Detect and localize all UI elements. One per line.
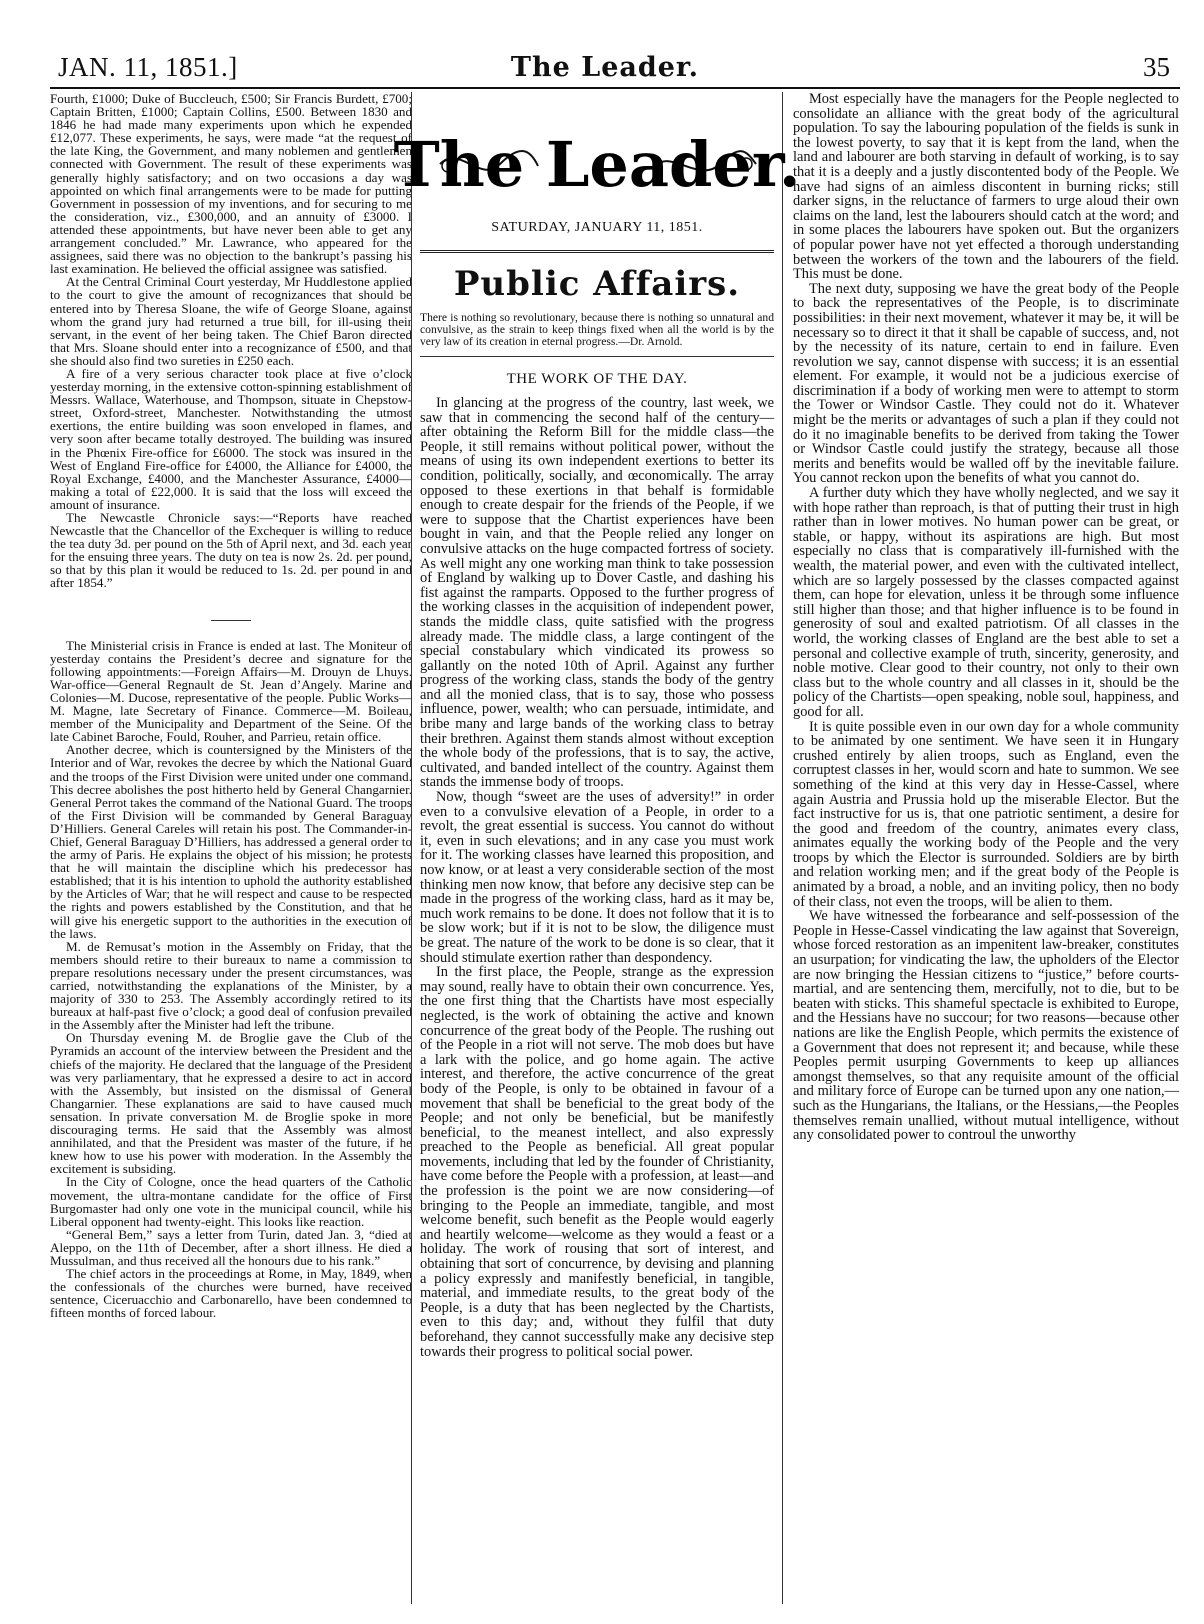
article-title: THE WORK OF THE DAY. bbox=[506, 371, 688, 387]
col1-paragraph: Fourth, £1000; Duke of Buccleuch, £500; Sir Francis Burdett, £700; Captain Britten, £1000; Captain Collins, £500. Between 1830 and 1846 he had made many experiments upon which he expended £12,077. These experiments, he says, were made “at the request of the late King, the Government, and many noblemen and gentlemen connected with Government. The result of these experiments was generally highly satisfactory; and on two occasions a day was appointed on which final arrangements were to be made for putting Government in possession of my inventions, and for securing to me the consideration, viz., £300,000, and an annuity of £3000. I attended these appointments, but have never been able to get any arrangement concluded.” Mr. Lawrance, who appeared for the assignees, said there was no objection to the bankrupt’s passing his last examination. He believed the official assignee was satisfied. bbox=[50, 91, 412, 277]
masthead bbox=[393, 94, 801, 214]
column-1 bbox=[50, 92, 412, 1604]
col3-paragraph: Most especially have the managers for the People neglected to consolidate an alliance with the great body of the agricultural population. To say the labouring population of the fields is sunk in the lowest poverty, to say that it is kept from the land, when the land and labourer are both starving in default of working, is to say that it is a deeply and a justly discontented body of the People. We have had signs of an aimless discontent in burning ricks; still darker signs, in the reluctance of farmers to urge aloud their own claims on the land, lest the labourers should catch at the word; and in some places the labourers have spoken out. But the organizers of popular power have not yet effected a thorough understanding between the workers of the town and the labourers of the field. This must be done. bbox=[793, 91, 1179, 283]
col1-paragraph: In the City of Cologne, once the head quarters of the Catholic movement, the ultra-montane candidate for the office of First Burgomaster had only one vote in the municipal council, while his Liberal opponent had twenty-eight. This looks like reaction. bbox=[50, 1174, 412, 1229]
section-separator bbox=[211, 620, 251, 621]
col3-paragraph: We have witnessed the forbearance and self-possession of the People in Hesse-Cassel vindicating the law against that Sovereign, whose forced restoration as an impenitent law-breaker, constitutes an usurpation; for vindicating the law, the upholders of the Elector are now bringing the Hessian citizens to “justice,” before courts-martial, and are sentencing them, mercifully, not to die, but to be beaten with sticks. This shameful spectacle is exhibited to Europe, and the Hessians have no succour; for two reasons—because other nations are like the English People, which permits the existence of a Government that does not represent it; and because, while these Peoples permit usurping Governments to keep up alliances amongst themselves, so that any requisite amount of the official and military force of Europe can be turned upon any one nation,—such as the Hungarians, the Italians, or the Hessians,—the Peoples themselves remain unallied, without mutual intelligence, without any consolidated power to controul the unworthy bbox=[793, 908, 1179, 1144]
column-2 bbox=[393, 92, 801, 1604]
masthead-ornament-icon bbox=[393, 94, 801, 214]
col3-paragraph: A further duty which they have wholly neglected, and we say it with hope rather than reproach, is that of putting their trust in high rather than in lower motives. No human power can be great, or stable, or happy, without its aspirations are high. But most especially no class that is comparatively ill-furnished with the wealth, the material power, and even with the cultivated intellect, which are so largely possessed by the classes compacted against them, can hope for elevation, unless it be through some influence still higher than those; and that higher influence is to be found in generosity of soul and exalted patriotism. Of all classes in the world, the working classes of England are the best able to set a personal and collective example of truth, sincerity, generosity, and noble motive. Clear good to their country, not only to their own class but to the whole country and all classes in it, should be the policy of the Chartists—open speaking, noble soul, happiness, and good for all. bbox=[793, 485, 1179, 720]
col3-paragraph: It is quite possible even in our own day for a whole community to be animated by one sentiment. We have seen it in Hungary crushed entirely by alien troops, such as England, even the corruptest classes in her, would scorn and hate to summon. We see something of the kind at this very day in Hesse-Cassel, where again Austria and Prussia hold up the miserable Elector. But the fact instructive for us is, that one patriotic sentiment, a desire for the good and freedom of the country, animates every class, animates equally the working body of the People and the very troops by which the Elector is surrounded. Soldiers are by birth and relation working men; and if the great body of the People is animated by a broad, a noble, and an inviting policy, then no body of their class, not even the troops, will be alien to them. bbox=[793, 718, 1179, 910]
header-title: The Leader. bbox=[510, 52, 700, 83]
col2-paragraph: Now, though “sweet are the uses of adversity!” in order even to a convulsive elevation of a People, in order to a revolt, the great essential is success. You cannot do without it, even in such elevations; and in any case you must work for it. The working classes have learned this proposition, and now know, or at least a very considerable section of the most thinking men now know, that before any decisive step can be made in the progress of the working class, hard as it may be, much work remains to be done. It does not follow that it is to be slow work; but if it is not to be slow, the diligence must be great. The nature of the work to be done is so clear, that it should stimulate exertion rather than despondency. bbox=[420, 789, 774, 966]
column-3 bbox=[785, 92, 1179, 1604]
col1-paragraph: Another decree, which is countersigned by the Ministers of the Interior and of War, revokes the decree by which the National Guard and the troops of the First Division were united under one command. This decree abolishes the post hitherto held by General Changarnier. General Perrot takes the command of the National Guard. The troops of the First Division will be commanded by General Baraguay D’Hilliers. General Careles will retain his post. The Commander-in-Chief, General Baraguay D’Hilliers, has addressed a general order to the army of Paris. He explains the object of his mission; he protests that he will maintain the discipline which his predecessor has established; that it is his intention to uphold the authority established by the Articles of War; that he will respect and cause to be respected the rights and powers established by the Constitution, and that he will give his energetic support to the authorities in the execution of the laws. bbox=[50, 742, 412, 941]
col1-paragraph: The Newcastle Chronicle says:—“Reports have reached Newcastle that the Chancellor of the Exchequer is willing to reduce the tea duty 3d. per pound on the 5th of April next, and 3d. each year for the ensuing three years. The duty on tea is now 2s. 2d. per pound, so that by this plan it would be reduced to 1s. 2d. per pound in and after 1854.” bbox=[50, 510, 412, 591]
col1-paragraph: A fire of a very serious character took place at five o’clock yesterday morning, in the extensive cotton-spinning establishment of Messrs. Wallace, Waterhouse, and Thompson, situate in Chepstow-street, Oxford-street, Manchester. Notwithstanding the utmost exertions, the entire building was soon enveloped in flames, and very soon after became totally destroyed. The building was insured in the Phœnix Fire-office for £6000. The stock was insured in the West of England Fire-office for £4000, the Alliance for £4000, the Royal Exchange, £4000, and the Manchester Assurance, £4000—making a total of £22,000. It is said that the loss will exceed the amount of insurance. bbox=[50, 365, 412, 512]
col1-paragraph: The Ministerial crisis in France is ended at last. The Moniteur of yesterday contains the President’s decree and signature for the following appointments:—Foreign Affairs—M. Drouyn de Lhuys. War-office—General Regnault de St. Jean d’Angely. Marine and Colonies—M. Ducose, representative of the people. Public Works—M. Magne, late Secretary of Finance. Commerce—M. Boileau, member of the Municipality and Department of the Seine. Of the late Cabinet Baroche, Fould, Rouher, and Parrieu, retain office. bbox=[50, 637, 412, 745]
header-date: JAN. 11, 1851.] bbox=[58, 52, 238, 82]
page-header bbox=[0, 0, 1204, 92]
page-number: 35 bbox=[1143, 52, 1170, 82]
col1-paragraph: M. de Remusat’s motion in the Assembly on Friday, that the members should retire to their bureaux to name a commission to prepare resolutions necessary under the present circumstances, was carried, notwithstanding the explanations of the Minister, by a majority of 330 to 253. The Assembly accordingly retired to its bureaux at half-past five o’clock; a good deal of confusion prevailed in the Assembly after the Minister had left the tribune. bbox=[50, 938, 412, 1033]
col2-paragraph: In the first place, the People, strange as the expression may sound, really have to obtain their own concurrence. Yes, the one first thing that the Chartists have most especially neglected, is the work of obtaining the active and known concurrence of the great body of the People. The rushing out of the People in a riot will not serve. The mob does but have a lark with the police, and go home again. The active interest, and therefore, the active concurrence of the great body of the People, is only to be obtained in favour of a movement that shall be beneficial to the great body of the People; and not only be beneficial, but be manifestly beneficial, to the meanest intellect, and also expressly preached to the People as beneficial. All great popular movements, including that led by the founder of Christianity, have come before the People with a profession, at least—and the profession is the point we are now considering—of bringing to the People an immediate, tangible, and most welcome benefit, such benefit as the People would eagerly and heartily welcome—welcome as they would a feast or a holiday. The work of rousing that sort of interest, and obtaining that sort of concurrence, by devising and planning a policy expressly and manifestly beneficial, in tangible, material, and immediate results, to the great body of the People, is a duty that has been neglected by the Chartists, even to this day; and, without they fulfil that duty beforehand, they cannot successfully make any decisive step towards their progress to political social power. bbox=[420, 964, 774, 1360]
public-affairs-heading: Public Affairs. bbox=[453, 264, 741, 304]
double-rule bbox=[420, 250, 774, 254]
col1-paragraph: On Thursday evening M. de Broglie gave the Club of the Pyramids an account of the interview between the President and the chiefs of the majority. He declared that the language of the President was very parliamentary, that he expressed a desire to act in accord with the Assembly, but insisted on the dismissal of General Changarnier. These explanations are said to have caused much sensation. In private conversation M. de Broglie spoke in more discouraging terms. He said that the Assembly was almost annihilated, and that the President was master of the future, if he knew how to use his power with moderation. In the Assembly the excitement is subsiding. bbox=[50, 1030, 412, 1177]
masthead-date: SATURDAY, JANUARY 11, 1851. bbox=[491, 220, 703, 235]
col1-paragraph: The chief actors in the proceedings at Rome, in May, 1849, when the confessionals of the churches were burned, have received sentence, Ciceruacchio and Carbonarello, have been condemned to fifteen months of forced labour. bbox=[50, 1266, 412, 1321]
col3-paragraph: The next duty, supposing we have the great body of the People to back the representatives of the People, is to discriminate possibilities: in their next movement, whatever it may be, it will be necessary so to direct it that it shall be capable of success, and, not by the necessity of its nature, certain to end in failure. Even revolution we say, cannot dispense with success; it is an essential element. For example, it would not be a judicious exercise of discrimination if a body of working men were to attempt to storm the Tower or Windsor Castle. They could not do it. Whatever might be the merits or advantages of such a plan if they could not do it no imaginable benefits to be derived from taking the Tower or Windsor Castle could justify the strategy, because all those merits and benefits would be walled off by the inevitable failure. You cannot reckon upon the benefits of what you cannot do. bbox=[793, 280, 1179, 487]
masthead-title: The Leader. bbox=[393, 128, 801, 201]
section-rule bbox=[420, 356, 774, 357]
col1-paragraph: At the Central Criminal Court yesterday, Mr Huddlestone applied to the court to give the amount of recognizances that should be entered into by Theresa Sloane, the wife of George Sloane, against whom the grand jury had returned a true bill, for ill-using their servant, in the event of her being taken. The Chief Baron directed that Mrs. Sloane should enter into a recognizance of £500, and that she should also find two sureties in £250 each. bbox=[50, 274, 412, 368]
header-rule bbox=[50, 87, 1180, 89]
col1-paragraph: “General Bem,” says a letter from Turin, dated Jan. 3, “died at Aleppo, on the 11th of December, after a short illness. He died a Mussulman, and thus received all the honours due to his rank.” bbox=[50, 1226, 412, 1268]
col2-paragraph: In glancing at the progress of the country, last week, we saw that in commencing the second half of the century—after obtaining the Reform Bill for the middle class—the People, it still remains without political power, without the means of using its own independent exertions to better its condition, politically, socially, and œconomically. The array opposed to these exertions in that behalf is formidable enough to create despair for the friends of the People, if we were to suppose that the Chartist experiences have been bought in vain, and that the People relied any longer on convulsive attacks on the huge compacted fortress of society. As well might any one working man think to take possession of England by walking up to Dover Castle, and dashing his fist against the ramparts. Opposed to the further progress of the working classes in the acquisition of independent power, stands the middle class, quite satisfied with the progress already made. The middle class, a large contingent of the special constabulary which vindicated its prowess so gallantly on the noted 10th of April. Against any further progress of the working class, stands the body of the gentry and all the monied class, that is to say, those who possess influence, power, wealth; who can persuade, intimidate, and bribe many and large bands of the working class to betray their brethren. Against them stands almost without exception the whole body of the professions, that is to say, the active, cultivated, and banded intellect of the country. Against them stands the immense body of troops. bbox=[420, 395, 774, 791]
epigraph: There is nothing so revolutionary, because there is nothing so unnatural and convulsive, as the strain to keep things fixed when all the world is by the very law of its creation in eternal progress.—Dr. Arnold. bbox=[420, 311, 774, 348]
